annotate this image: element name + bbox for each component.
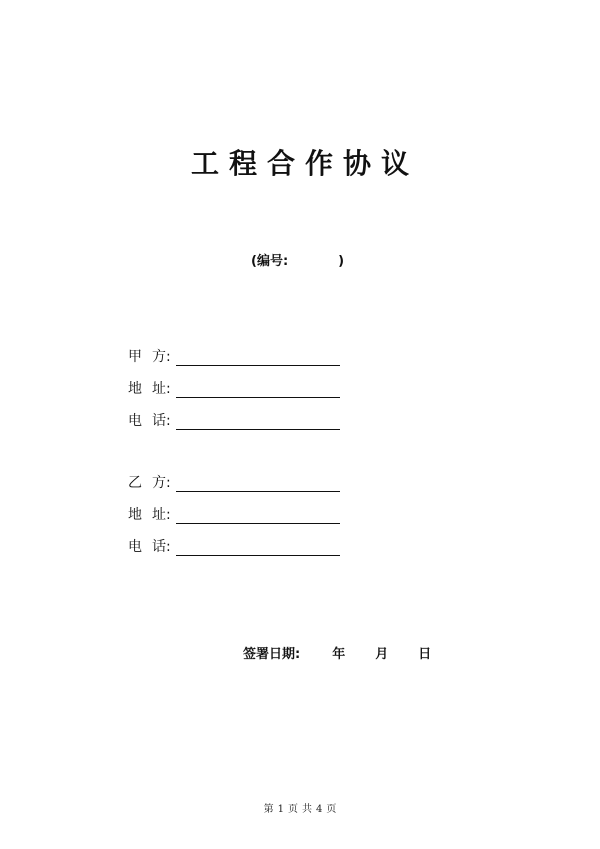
footer-total-prefix: 共	[302, 804, 312, 815]
party-b-name-field[interactable]	[128, 472, 340, 492]
party-b-address-label: 地 址:	[128, 507, 171, 523]
sign-date-line	[243, 643, 431, 662]
party-a-phone-blank[interactable]	[176, 415, 340, 430]
party-b-address-field[interactable]	[128, 504, 340, 524]
party-b-name-label: 乙 方:	[128, 475, 171, 491]
document-number-label: (编号:	[251, 254, 289, 269]
sign-date-year[interactable]: 年	[332, 647, 346, 662]
document-number-close: )	[338, 254, 345, 269]
party-a-name-label: 甲 方:	[128, 349, 171, 365]
footer-prefix: 第	[263, 804, 274, 815]
party-b-address-blank[interactable]	[176, 509, 340, 524]
party-a-name-blank[interactable]	[176, 351, 340, 366]
sign-date-day[interactable]: 日	[418, 647, 432, 662]
sign-date-month[interactable]: 月	[375, 647, 389, 662]
footer-total-pages: 4	[316, 804, 323, 815]
footer-total-suffix: 页	[326, 804, 337, 815]
party-b-phone-label: 电 话:	[128, 539, 171, 555]
party-b-name-blank[interactable]	[176, 477, 340, 492]
party-a-address-field[interactable]	[128, 378, 340, 398]
party-a-name-field[interactable]	[128, 346, 340, 366]
party-a-address-label: 地 址:	[128, 381, 171, 397]
footer-page-word: 页	[288, 804, 298, 815]
footer-current-page: 1	[277, 804, 284, 815]
party-a-address-blank[interactable]	[176, 383, 340, 398]
document-title: 工程合作协议	[190, 147, 419, 180]
page-footer	[0, 800, 600, 815]
party-b-phone-blank[interactable]	[176, 541, 340, 556]
party-a-phone-label: 电 话:	[128, 413, 171, 429]
party-b-phone-field[interactable]	[128, 536, 340, 556]
sign-date-label: 签署日期:	[243, 647, 301, 662]
party-a-phone-field[interactable]	[128, 410, 340, 430]
document-number-line	[251, 250, 344, 269]
